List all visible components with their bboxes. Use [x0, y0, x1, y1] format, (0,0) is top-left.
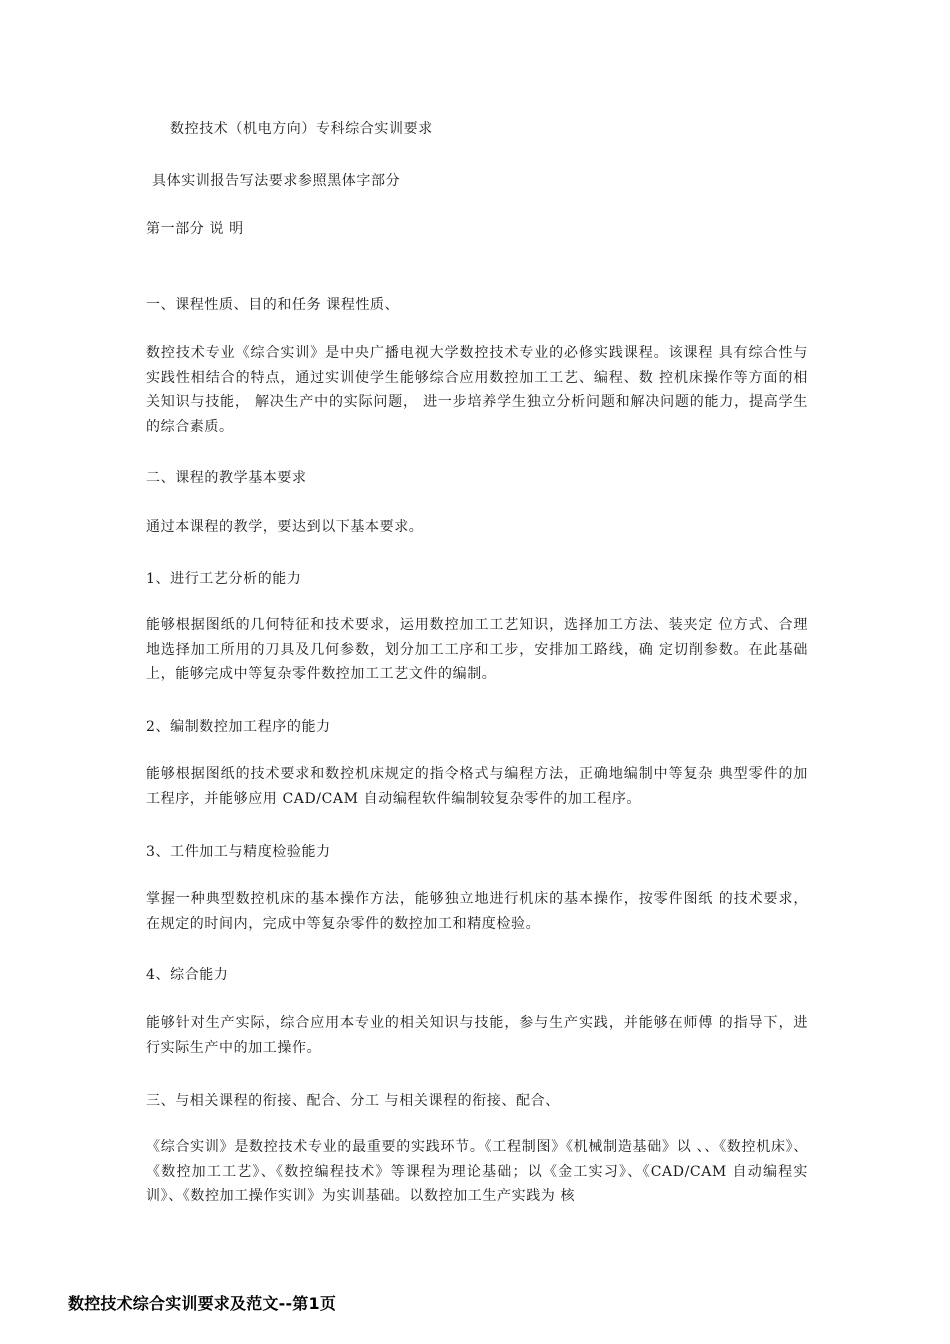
- part-heading: 第一部分 说 明: [146, 221, 244, 237]
- document-title: 数控技术（机电方向）专科综合实训要求: [170, 121, 433, 137]
- req1-body: 能够根据图纸的几何特征和技术要求，运用数控加工工艺知识，选择加工方法、装夹定 位方式、合理地选择加工所用的刀具及几何参数，划分加工工序和工步，安排加工路线，确 定切削参数。在此基础上，能够完成中等复杂零件数控加工工艺文件的编制。: [146, 617, 808, 682]
- req4-heading: 4、综合能力: [146, 967, 229, 983]
- section3-body: 《综合实训》是数控技术专业的最重要的实践环节。《工程制图》《机械制造基础》以 、、《数控机床》、《数控加工工艺》、《数控编程技术》等课程为理论基础；以《金工实习》、《CAD/CAM 自动编程实训》、《数控加工操作实训》为实训基础。以数控加工生产实践为 核: [146, 1139, 808, 1204]
- req4-body: 能够针对生产实际，综合应用本专业的相关知识与技能，参与生产实践，并能够在师傅 的指导下，进行实际生产中的加工操作。: [146, 1015, 808, 1056]
- req2-body: 能够根据图纸的技术要求和数控机床规定的指令格式与编程方法，正确地编制中等复杂 典型零件的加工程序，并能够应用 CAD/CAM 自动编程软件编制较复杂零件的加工程序。: [146, 766, 808, 807]
- section1-body: 数控技术专业《综合实训》是中央广播电视大学数控技术专业的必修实践课程。该课程 具有综合性与实践性相结合的特点，通过实训使学生能够综合应用数控加工工艺、编程、数 控机床操作等方面的相关知识与技能， 解决生产中的实际问题， 进一步培养学生独立分析问题和解决问题的能力，提高学生的综合素质。: [146, 345, 808, 435]
- req3-heading: 3、工件加工与精度检验能力: [146, 844, 331, 860]
- req3-body: 掌握一种典型数控机床的基本操作方法，能够独立地进行机床的基本操作，按零件图纸 的技术要求，在规定的时间内，完成中等复杂零件的数控加工和精度检验。: [146, 891, 808, 932]
- section3-heading: 三、与相关课程的衔接、配合、分工 与相关课程的衔接、配合、: [146, 1093, 560, 1109]
- req2-heading: 2、编制数控加工程序的能力: [146, 719, 331, 735]
- section2-intro: 通过本课程的教学，要达到以下基本要求。: [146, 519, 424, 535]
- section2-heading: 二、课程的教学基本要求: [146, 470, 307, 486]
- document-subtitle: 具体实训报告写法要求参照黑体字部分: [152, 173, 401, 189]
- page-footer: 数控技术综合实训要求及范文--第1页: [68, 1294, 337, 1313]
- section1-heading: 一、课程性质、目的和任务 课程性质、: [146, 297, 400, 313]
- req1-heading: 1、进行工艺分析的能力: [146, 571, 302, 587]
